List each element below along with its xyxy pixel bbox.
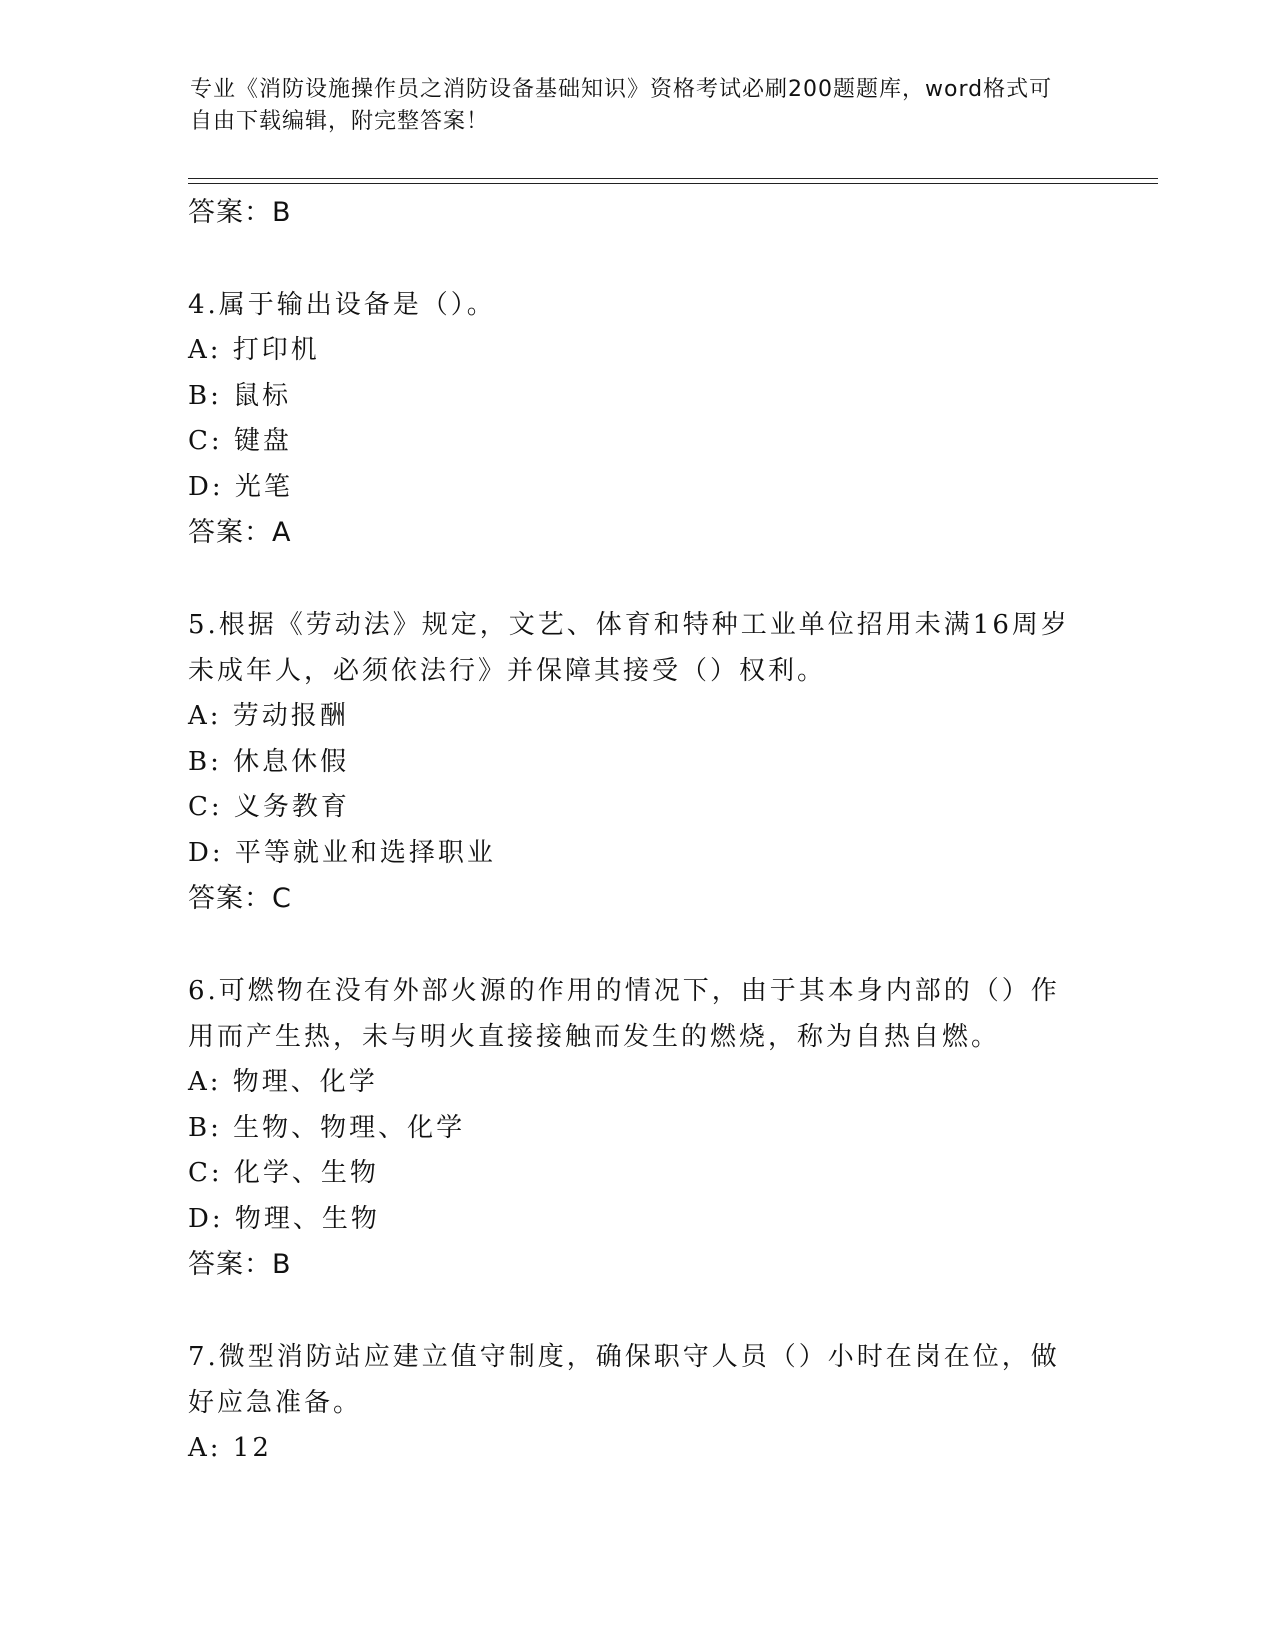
answer-line: 答案：B xyxy=(188,1249,292,1280)
option-d: D: 物理、生物 xyxy=(188,1203,380,1234)
question-stem: 6.可燃物在没有外部火源的作用的情况下，由于其本身内部的（）作用而产生热，未与明火直接接触而发生的燃烧，称为自热自燃。 xyxy=(188,976,1060,1052)
spacer xyxy=(188,1288,1088,1334)
answer-line: 答案：C xyxy=(188,883,292,914)
option-c: C: 化学、生物 xyxy=(188,1158,379,1188)
question-list xyxy=(188,190,1088,1472)
header-rule-bottom xyxy=(188,183,1158,184)
option-a: A: 打印机 xyxy=(188,335,320,365)
question-stem: 4.属于输出设备是（）。 xyxy=(188,290,496,320)
question-block xyxy=(188,602,1088,922)
header-rule-top xyxy=(188,178,1158,179)
answer-line: 答案：A xyxy=(188,517,292,548)
spacer xyxy=(188,236,1088,282)
option-a: A: 劳动报酬 xyxy=(188,701,349,731)
option-d: D: 平等就业和选择职业 xyxy=(188,837,496,868)
spacer xyxy=(188,556,1088,602)
option-b: B: 生物、物理、化学 xyxy=(188,1112,466,1143)
option-a: A: 12 xyxy=(188,1433,272,1463)
option-d: D: 光笔 xyxy=(188,471,293,502)
spacer xyxy=(188,922,1088,968)
option-b: B: 鼠标 xyxy=(188,380,292,411)
document-header: 专业《消防设施操作员之消防设备基础知识》资格考试必刷200题题库，word格式可自由下载编辑，附完整答案！ xyxy=(190,77,1053,134)
question-block xyxy=(188,1334,1088,1472)
question-block xyxy=(188,282,1088,556)
option-c: C: 键盘 xyxy=(188,426,292,456)
answer-line: 答案：B xyxy=(188,197,292,228)
question-stem: 7.微型消防站应建立值守制度，确保职守人员（）小时在岗在位，做好应急准备。 xyxy=(188,1342,1060,1418)
option-c: C: 义务教育 xyxy=(188,792,350,822)
question-block xyxy=(188,968,1088,1288)
question-stem: 5.根据《劳动法》规定，文艺、体育和特种工业单位招用未满16周岁未成年人，必须依法行》并保障其接受（）权利。 xyxy=(188,610,1070,686)
option-a: A: 物理、化学 xyxy=(188,1067,378,1097)
option-b: B: 休息休假 xyxy=(188,746,350,777)
